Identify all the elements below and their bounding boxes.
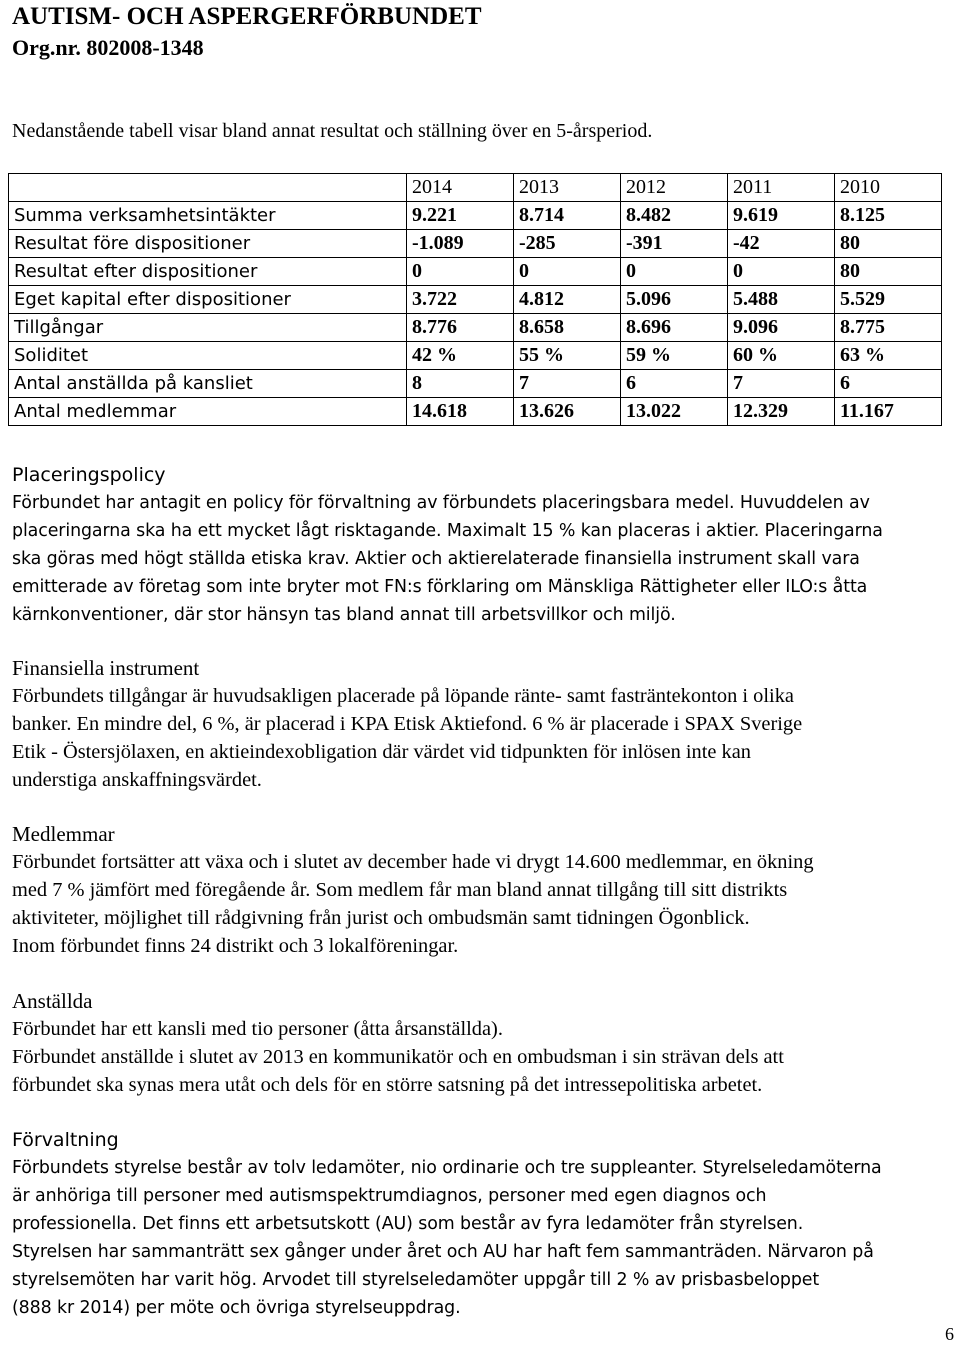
row-value: 8.482 xyxy=(621,202,728,230)
paragraph-line: aktiviteter, möjlighet till rådgivning från jurist och ombudsmän samt tidningen Ögonblick. xyxy=(12,907,750,929)
organization-number: Org.nr. 802008-1348 xyxy=(12,35,204,60)
section-body xyxy=(12,848,952,960)
section-placeringspolicy xyxy=(12,461,952,629)
table-row xyxy=(9,286,942,314)
row-value: 0 xyxy=(514,258,621,286)
table-row xyxy=(9,258,942,286)
section-heading: Finansiella instrument xyxy=(12,656,200,680)
row-label: Resultat före dispositioner xyxy=(9,230,407,258)
row-value: 8.658 xyxy=(514,314,621,342)
paragraph-line: Inom förbundet finns 24 distrikt och 3 lokalföreningar. xyxy=(12,935,459,957)
row-value: 8.775 xyxy=(835,314,942,342)
paragraph-line: Förbundet har antagit en policy för förvaltning av förbundets placeringsbara medel. Huvuddelen av xyxy=(12,493,870,513)
row-value: 13.626 xyxy=(514,398,621,426)
row-value: 55 % xyxy=(514,342,621,370)
row-value: 7 xyxy=(514,370,621,398)
row-label: Resultat efter dispositioner xyxy=(9,258,407,286)
five-year-summary-table xyxy=(8,173,942,426)
row-value: 6 xyxy=(621,370,728,398)
row-value: 7 xyxy=(728,370,835,398)
section-body xyxy=(12,682,952,794)
row-value: 8.714 xyxy=(514,202,621,230)
section-heading: Placeringspolicy xyxy=(12,464,166,486)
paragraph-line: Förbundet fortsätter att växa och i slutet av december hade vi drygt 14.600 medlemmar, en ökning xyxy=(12,851,814,873)
paragraph-line: Förbundet anställde i slutet av 2013 en kommunikatör och en ombudsman i sin strävan dels att xyxy=(12,1046,784,1068)
table-row xyxy=(9,202,942,230)
paragraph-line: placeringarna ska ha ett mycket lågt risktagande. Maximalt 15 % kan placeras i aktier. Placeringarna xyxy=(12,521,883,541)
row-value: 8 xyxy=(407,370,514,398)
row-label: Summa verksamhetsintäkter xyxy=(9,202,407,230)
row-value: 4.812 xyxy=(514,286,621,314)
intro-text: Nedanstående tabell visar bland annat resultat och ställning över en 5-årsperiod. xyxy=(12,120,653,142)
row-value: -285 xyxy=(514,230,621,258)
paragraph-line: kärnkonventioner, där stor hänsyn tas bland annat till arbetsvillkor och miljö. xyxy=(12,605,676,625)
section-anstallda xyxy=(12,987,952,1099)
row-value: 9.096 xyxy=(728,314,835,342)
row-value: 8.125 xyxy=(835,202,942,230)
table-header-row xyxy=(9,174,942,202)
year-header: 2010 xyxy=(835,174,942,202)
paragraph-line: emitterade av företag som inte bryter mot FN:s förklaring om Mänskliga Rättigheter eller ILO:s åtta xyxy=(12,577,868,597)
row-value: 5.488 xyxy=(728,286,835,314)
row-value: 14.618 xyxy=(407,398,514,426)
row-value: 8.776 xyxy=(407,314,514,342)
row-value: 13.022 xyxy=(621,398,728,426)
paragraph-line: understiga anskaffningsvärdet. xyxy=(12,769,262,791)
year-header: 2014 xyxy=(407,174,514,202)
section-body xyxy=(12,1154,952,1322)
row-value: 80 xyxy=(835,230,942,258)
table-row xyxy=(9,342,942,370)
row-label: Antal anställda på kansliet xyxy=(9,370,407,398)
row-value: 6 xyxy=(835,370,942,398)
row-value: 5.096 xyxy=(621,286,728,314)
row-value: 0 xyxy=(621,258,728,286)
row-value: 3.722 xyxy=(407,286,514,314)
section-heading: Förvaltning xyxy=(12,1129,119,1151)
paragraph-line: banker. En mindre del, 6 %, är placerad i KPA Etisk Aktiefond. 6 % är placerade i SPAX Sverige xyxy=(12,713,803,735)
row-value: 9.619 xyxy=(728,202,835,230)
page-number: 6 xyxy=(945,1324,954,1344)
paragraph-line: styrelsemöten har varit hög. Arvodet till styrelseledamöter uppgår till 2 % av prisbasbeloppet xyxy=(12,1270,820,1290)
section-body xyxy=(12,1015,952,1099)
section-heading: Anställda xyxy=(12,989,93,1013)
row-value: 12.329 xyxy=(728,398,835,426)
section-heading: Medlemmar xyxy=(12,822,115,846)
paragraph-line: Förbundet har ett kansli med tio personer (åtta årsanställda). xyxy=(12,1018,503,1040)
row-label: Tillgångar xyxy=(9,314,407,342)
year-header: 2013 xyxy=(514,174,621,202)
row-value: -391 xyxy=(621,230,728,258)
table-header-blank xyxy=(9,174,407,202)
paragraph-line: förbundet ska synas mera utåt och dels för en större satsning på det intressepolitiska arbetet. xyxy=(12,1074,763,1096)
section-body xyxy=(12,489,952,629)
paragraph-line: med 7 % jämfört med föregående år. Som medlem får man bland annat tillgång till sitt distrikts xyxy=(12,879,788,901)
row-value: 9.221 xyxy=(407,202,514,230)
row-label: Soliditet xyxy=(9,342,407,370)
row-value: 5.529 xyxy=(835,286,942,314)
paragraph-line: Förbundets tillgångar är huvudsakligen placerade på löpande ränte- samt fasträntekonton i olika xyxy=(12,685,794,707)
row-value: 8.696 xyxy=(621,314,728,342)
paragraph-line: Styrelsen har sammanträtt sex gånger under året och AU har haft fem sammanträden. Närvaron på xyxy=(12,1242,874,1262)
paragraph-line: är anhöriga till personer med autismspektrumdiagnos, personer med egen diagnos och xyxy=(12,1186,767,1206)
row-value: -1.089 xyxy=(407,230,514,258)
table-row xyxy=(9,314,942,342)
table-row xyxy=(9,370,942,398)
row-label: Antal medlemmar xyxy=(9,398,407,426)
organization-title: AUTISM- OCH ASPERGERFÖRBUNDET xyxy=(12,3,482,30)
paragraph-line: ska göras med högt ställda etiska krav. Aktier och aktierelaterade finansiella instrument skall vara xyxy=(12,549,860,569)
row-value: 0 xyxy=(728,258,835,286)
paragraph-line: Etik - Östersjölaxen, en aktieindexobligation där värdet vid tidpunkten för inlösen inte kan xyxy=(12,741,751,763)
row-value: 80 xyxy=(835,258,942,286)
paragraph-line: Förbundets styrelse består av tolv ledamöter, nio ordinarie och tre suppleanter. Styrelseledamöterna xyxy=(12,1158,882,1178)
year-header: 2012 xyxy=(621,174,728,202)
section-medlemmar xyxy=(12,820,952,960)
section-finansiella-instrument xyxy=(12,654,952,794)
section-forvaltning xyxy=(12,1126,952,1322)
row-value: 60 % xyxy=(728,342,835,370)
row-label: Eget kapital efter dispositioner xyxy=(9,286,407,314)
row-value: 59 % xyxy=(621,342,728,370)
year-header: 2011 xyxy=(728,174,835,202)
row-value: 11.167 xyxy=(835,398,942,426)
row-value: -42 xyxy=(728,230,835,258)
row-value: 0 xyxy=(407,258,514,286)
paragraph-line: (888 kr 2014) per möte och övriga styrelseuppdrag. xyxy=(12,1298,461,1318)
row-value: 42 % xyxy=(407,342,514,370)
paragraph-line: professionella. Det finns ett arbetsutskott (AU) som består av fyra ledamöter från styrelsen. xyxy=(12,1214,804,1234)
table-row xyxy=(9,398,942,426)
row-value: 63 % xyxy=(835,342,942,370)
table-row xyxy=(9,230,942,258)
